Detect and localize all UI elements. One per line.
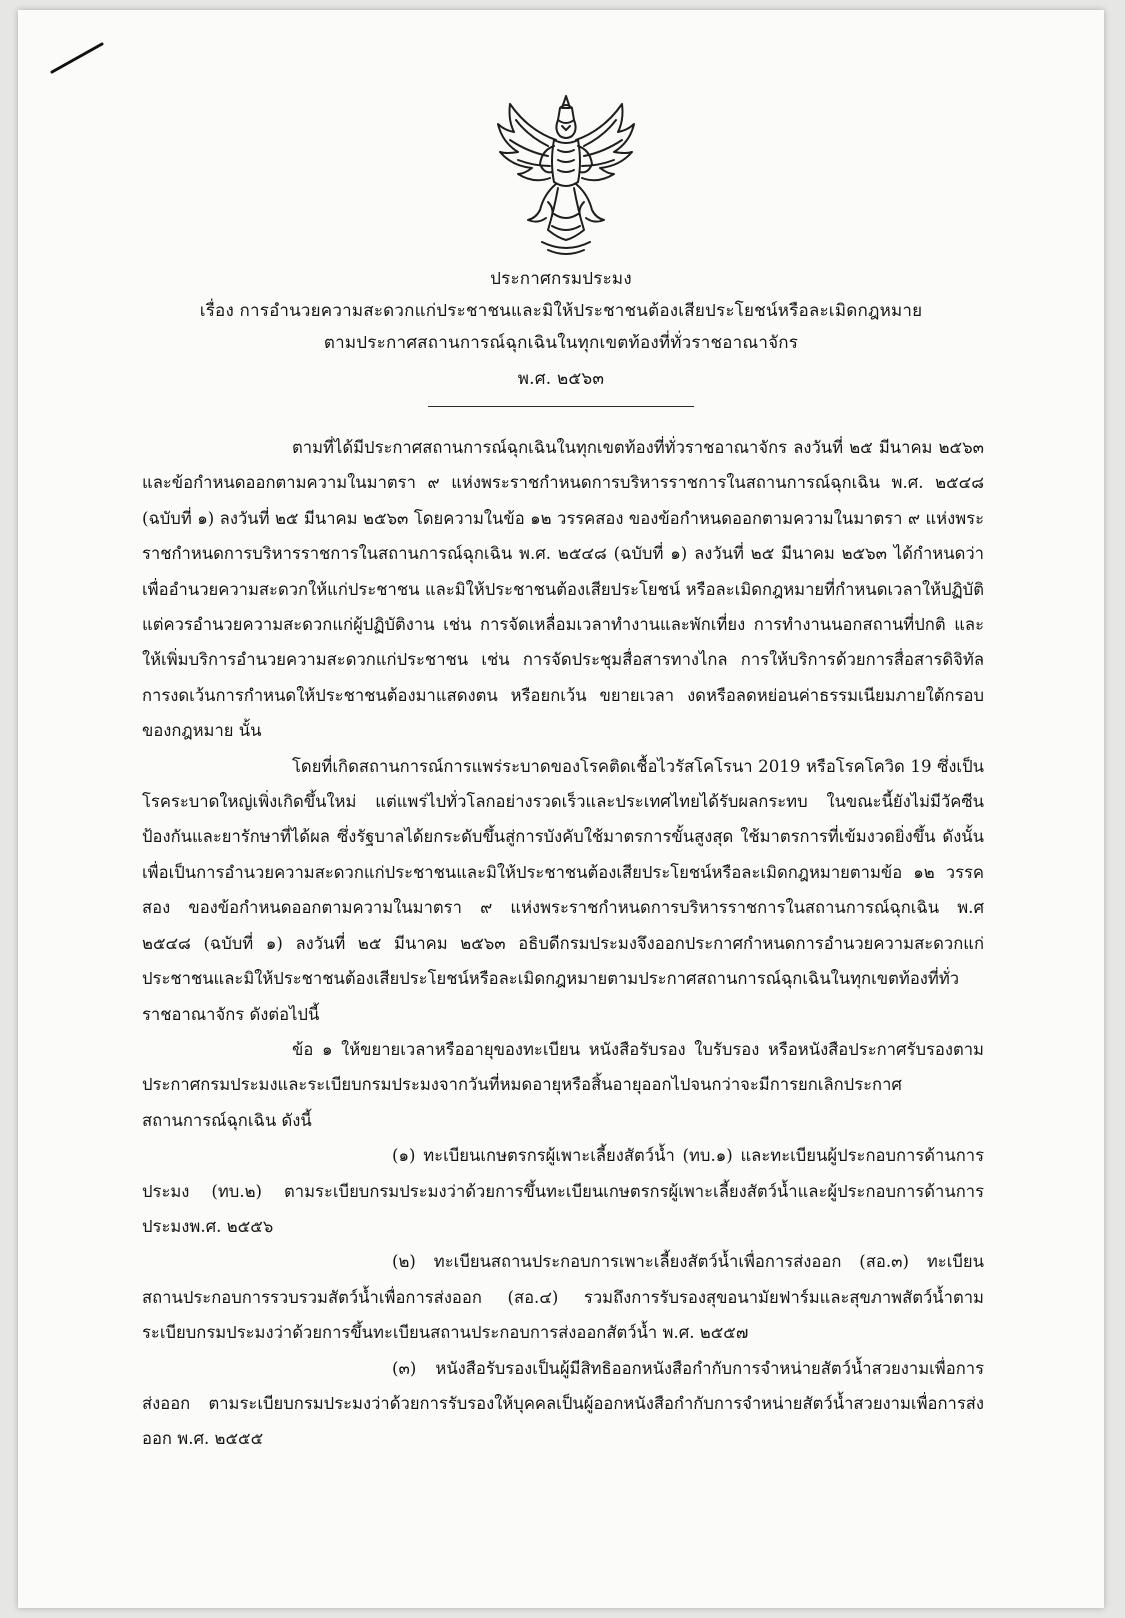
announcement-body [142,430,984,1457]
paragraph-rationale: โดยที่เกิดสถานการณ์การแพร่ระบาดของโรคติดเชื้อไวรัสโคโรนา 2019 หรือโรคโควิด 19 ซึ่งเป็นโรคระบาดใหญ่เพิ่งเกิดขึ้นใหม่ แต่แพร่ไปทั่วโลกอย่างรวดเร็วและประเทศไทยได้รับผลกระทบ ในขณะนี้ยังไม่มีวัคซีนป้องกันและยารักษาที่ได้ผล ซึ่งรัฐบาลได้ยกระดับขึ้นสู่การบังคับใช้มาตรการขั้นสูงสุด ใช้มาตรการที่เข้มงวดยิ่งขึ้น ดังนั้น เพื่อเป็นการอำนวยความสะดวกแก่ประชาชนและมิให้ประชาชนต้องเสียประโยชน์หรือละเมิดกฎหมายตามข้อ ๑๒ วรรคสอง ของข้อกำหนดออกตามความในมาตรา ๙ แห่งพระราชกำหนดการบริหารราชการในสถานการณ์ฉุกเฉิน พ.ศ ๒๕๔๘ (ฉบับที่ ๑) ลงวันที่ ๒๕ มีนาคม ๒๕๖๓ อธิบดีกรมประมงจึงออกประกาศกำหนดการอำนวยความสะดวกแก่ประชาชนและมิให้ประชาชนต้องเสียประโยชน์หรือละเมิดกฎหมายตามประกาศสถานการณ์ฉุกเฉินในทุกเขตท้องที่ทั่วราชอาณาจักร ดังต่อไปนี้ [142,756,984,1024]
announcement-year: พ.ศ. ๒๕๖๓ [517,369,605,389]
announcement-subject: เรื่อง การอำนวยความสะดวกแก่ประชาชนและมิให้ประชาชนต้องเสียประโยชน์หรือละเมิดกฎหมาย [199,301,923,321]
document-page [18,10,1104,1608]
paragraph-clause-1: ข้อ ๑ ให้ขยายเวลาหรืออายุของทะเบียน หนังสือรับรอง ใบรับรอง หรือหนังสือประกาศรับรองตามประกาศกรมประมงและระเบียบกรมประมงจากวันที่หมดอายุหรือสิ้นอายุออกไปจนกว่าจะมีการยกเลิกประกาศสถานการณ์ฉุกเฉิน ดังนี้ [142,1039,984,1130]
heading-divider [428,406,694,407]
paragraph-preamble: ตามที่ได้มีประกาศสถานการณ์ฉุกเฉินในทุกเขตท้องที่ทั่วราชอาณาจักร ลงวันที่ ๒๕ มีนาคม ๒๕๖๓ และข้อกำหนดออกตามความในมาตรา ๙ แห่งพระราชกำหนดการบริหารราชการในสถานการณ์ฉุกเฉิน พ.ศ. ๒๕๔๘ (ฉบับที่ ๑) ลงวันที่ ๒๕ มีนาคม ๒๕๖๓ โดยความในข้อ ๑๒ วรรคสอง ของข้อกำหนดออกตามความในมาตรา ๙ แห่งพระราชกำหนดการบริหารราชการในสถานการณ์ฉุกเฉิน พ.ศ. ๒๕๔๘ (ฉบับที่ ๑) ลงวันที่ ๒๕ มีนาคม ๒๕๖๓ ได้กำหนดว่า เพื่ออำนวยความสะดวกให้แก่ประชาชน และมิให้ประชาชนต้องเสียประโยชน์ หรือละเมิดกฎหมายที่กำหนดเวลาให้ปฏิบัติ แต่ควรอำนวยความสะดวกแก่ผู้ปฏิบัติงาน เช่น การจัดเหลื่อมเวลาทำงานและพักเที่ยง การทำงานนอกสถานที่ปกติ และให้เพิ่มบริการอำนวยความสะดวกแก่ประชาชน เช่น การจัดประชุมสื่อสารทางไกล การให้บริการด้วยการสื่อสารดิจิทัล การงดเว้นการกำหนดให้ประชาชนต้องมาแสดงตน หรือยกเว้น ขยายเวลา งดหรือลดหย่อนค่าธรรมเนียมภายใต้กรอบของกฎหมาย นั้น [142,438,984,741]
list-item-1: (๑) ทะเบียนเกษตรกรผู้เพาะเลี้ยงสัตว์น้ำ (ทบ.๑) และทะเบียนผู้ประกอบการด้านการประมง (ทบ.๒) ตามระเบียบกรมประมงว่าด้วยการขึ้นทะเบียนเกษตรกรผู้เพาะเลี้ยงสัตว์น้ำและผู้ประกอบการด้านการประมงพ.ศ. ๒๕๕๖ [142,1146,984,1236]
announcement-subject-continued: ตามประกาศสถานการณ์ฉุกเฉินในทุกเขตท้องที่ทั่วราชอาณาจักร [323,333,799,353]
pen-stroke-mark [48,38,108,78]
garuda-emblem-icon [488,90,644,260]
list-item-3: (๓) หนังสือรับรองเป็นผู้มีสิทธิออกหนังสือกำกับการจำหน่ายสัตว์น้ำสวยงามเพื่อการส่งออก ตามระเบียบกรมประมงว่าด้วยการรับรองให้บุคคลเป็นผู้ออกหนังสือกำกับการจำหน่ายสัตว์น้ำสวยงามเพื่อการส่งออก พ.ศ. ๒๕๕๕ [142,1358,984,1449]
list-item-2: (๒) ทะเบียนสถานประกอบการเพาะเลี้ยงสัตว์น้ำเพื่อการส่งออก (สอ.๓) ทะเบียนสถานประกอบการรวบรวมสัตว์น้ำเพื่อการส่งออก (สอ.๔) รวมถึงการรับรองสุขอนามัยฟาร์มและสุขภาพสัตว์น้ำตามระเบียบกรมประมงว่าด้วยการขึ้นทะเบียนสถานประกอบการส่งออกสัตว์น้ำ พ.ศ. ๒๕๕๗ [142,1252,984,1343]
announcement-issuer: ประกาศกรมประมง [490,269,632,289]
